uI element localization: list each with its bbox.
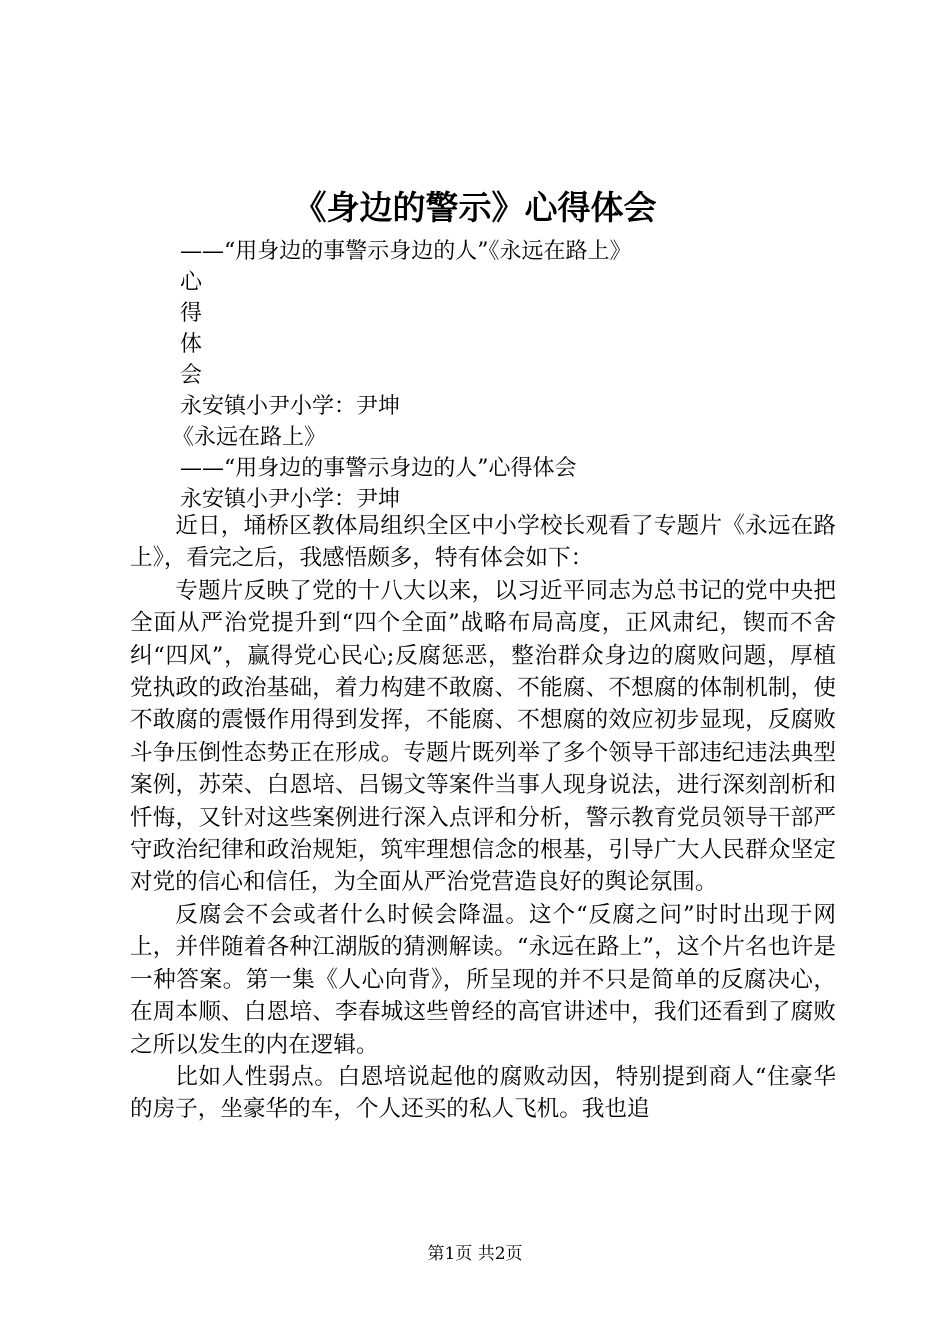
vertical-char: 得 [180, 301, 203, 326]
document-title: 《身边的警示》心得体会 [293, 188, 657, 227]
paragraph: 专题片反映了党的十八大以来，以习近平同志为总书记的党中央把全面从严治党提升到“四个全面”战略布局高度，正风肃纪，锲而不舍纠“四风”，赢得党心民心;反腐惩恶，整治群众身边的腐败问题，厚植党执政的政治基础，着力构建不敢腐、不能腐、不想腐的体制机制，使不敢腐的震慑作用得到发挥，不能腐、不想腐的效应初步显现，反腐败斗争压倒性态势正在形成。专题片既列举了多个领导干部违纪违法典型案例，苏荣、白恩培、吕锡文等案件当事人现身说法，进行深刻剖析和忏悔，又针对这些案例进行深入点评和分析，警示教育党员领导干部严守政治纪律和政治规矩，筑牢理想信念的根基，引导广大人民群众坚定对党的信心和信任，为全面从严治党营造良好的舆论氛围。 [130, 577, 836, 896]
vertical-char: 心 [180, 270, 203, 295]
vertical-char: 体 [180, 332, 203, 357]
body-text [130, 510, 836, 1126]
author-line: 永安镇小尹小学：尹坤 [180, 487, 401, 512]
vertical-char: 会 [180, 363, 203, 388]
subtitle-line: ——“用身边的事警示身边的人”《永远在路上》 [180, 239, 632, 264]
author-line: 永安镇小尹小学：尹坤 [180, 394, 401, 419]
header-lines [172, 236, 880, 515]
paragraph: 比如人性弱点。白恩培说起他的腐败动因，特别提到商人“住豪华的房子，坐豪华的车，个人还买的私人飞机。我也追 [130, 1063, 836, 1123]
film-title-line: 《永远在路上》 [172, 425, 327, 450]
page-footer: 第1页 共2页 [427, 1244, 523, 1264]
subtitle-line: ——“用身边的事警示身边的人”心得体会 [180, 456, 577, 481]
paragraph: 近日，埇桥区教体局组织全区中小学校长观看了专题片《永远在路上》，看完之后，我感悟颇多，特有体会如下： [130, 513, 836, 572]
paragraph: 反腐会不会或者什么时候会降温。这个“反腐之问”时时出现于网上，并伴随着各种江湖版的猜测解读。“永远在路上”，这个片名也许是一种答案。第一集《人心向背》，所呈现的并不只是简单的反腐决心，在周本顺、白恩培、李春城这些曾经的高官讲述中，我们还看到了腐败之所以发生的内在逻辑。 [130, 901, 836, 1058]
